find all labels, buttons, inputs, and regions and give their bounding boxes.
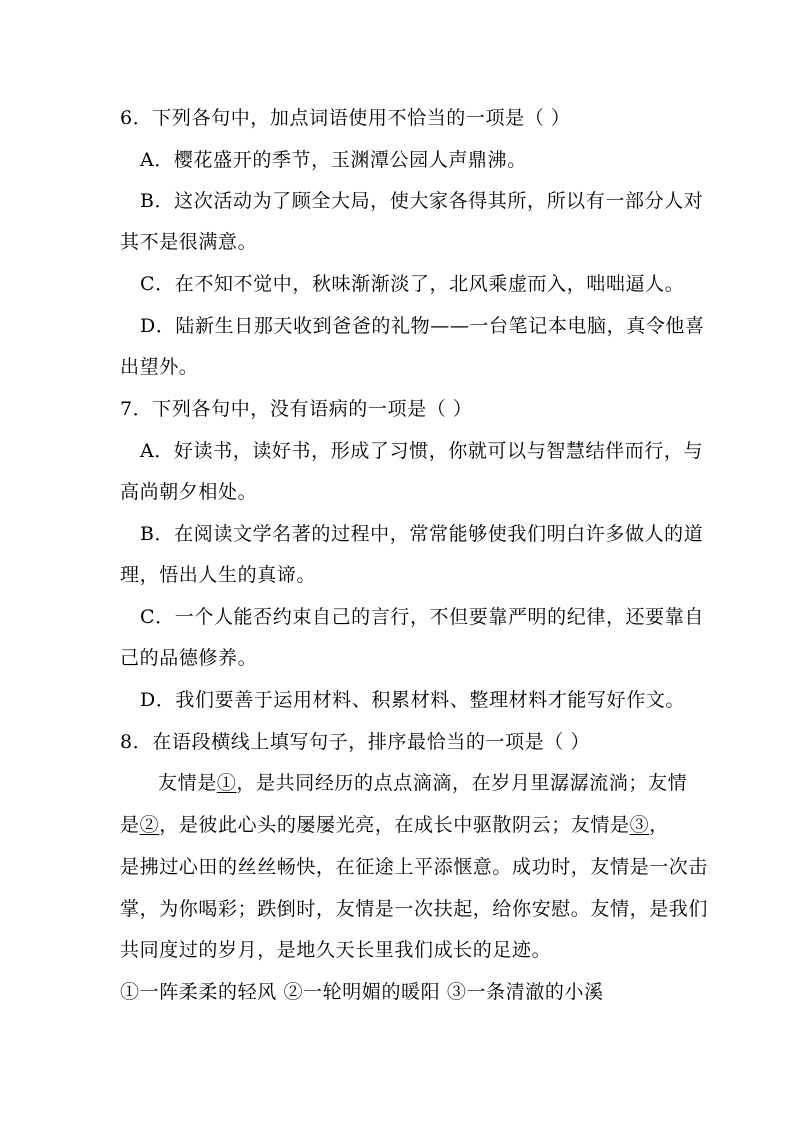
question-6-option-b-continued: 其不是很满意。 [120, 231, 258, 253]
question-7-option-a-continued: 高尚朝夕相处。 [120, 481, 258, 503]
question-6-option-d-continued: 出望外。 [120, 356, 199, 378]
question-8-choices: ①一阵柔柔的轻风 ②一轮明媚的暖阳 ③一条清澈的小溪 [120, 981, 604, 1003]
question-6-stem: 6．下列各句中，加点词语使用不恰当的一项是（ ） [120, 107, 571, 129]
blank-2: ② [139, 814, 160, 836]
question-7-stem: 7．下列各句中，没有语病的一项是（ ） [120, 398, 473, 420]
passage-text: 是 [120, 814, 140, 836]
question-8-passage-line-2 [120, 813, 669, 837]
passage-text: ，是共同经历的点点滴滴，在岁月里潺潺流淌；友情 [236, 772, 688, 794]
question-7-option-c: C．一个人能否约束自己的言行，不但要靠严明的纪律，还要靠自 [140, 606, 704, 628]
blank-3: ③ [629, 814, 650, 836]
question-8-passage-line-1 [158, 771, 687, 795]
question-6-option-c: C．在不知不觉中，秋味渐渐淡了，北风乘虚而入，咄咄逼人。 [140, 273, 685, 295]
question-7-option-d: D．我们要善于运用材料、积累材料、整理材料才能写好作文。 [140, 689, 686, 711]
question-6-option-d: D．陆新生日那天收到爸爸的礼物——一台笔记本电脑，真令他喜 [140, 315, 705, 337]
question-6-option-a: A．樱花盛开的季节，玉渊潭公园人声鼎沸。 [140, 149, 527, 171]
question-7-option-b-continued: 理，悟出人生的真谛。 [120, 564, 317, 586]
question-7-option-c-continued: 己的品德修养。 [120, 647, 258, 669]
question-8-passage-line-4: 掌，为你喝彩；跌倒时，友情是一次扶起，给你安慰。友情，是我们 [120, 898, 709, 920]
question-7-option-b: B．在阅读文学名著的过程中，常常能够使我们明白许多做人的道 [140, 523, 704, 545]
question-8-stem: 8．在语段横线上填写句子，排序最恰当的一项是（ ） [120, 731, 591, 753]
passage-text: 友情是 [158, 772, 217, 794]
blank-1: ① [216, 772, 237, 794]
passage-text: ， [649, 814, 669, 836]
question-7-option-a: A．好读书，读好书，形成了习惯，你就可以与智慧结伴而行，与 [140, 440, 704, 462]
question-8-passage-line-3: 是拂过心田的丝丝畅快，在征途上平添惬意。成功时，友情是一次击 [120, 856, 709, 878]
question-6-option-b: B．这次活动为了顾全大局，使大家各得其所，所以有一部分人对 [140, 190, 704, 212]
passage-text: ，是彼此心头的屡屡光亮，在成长中驱散阴云；友情是 [159, 814, 630, 836]
question-8-passage-line-5: 共同度过的岁月，是地久天长里我们成长的足迹。 [120, 939, 552, 961]
